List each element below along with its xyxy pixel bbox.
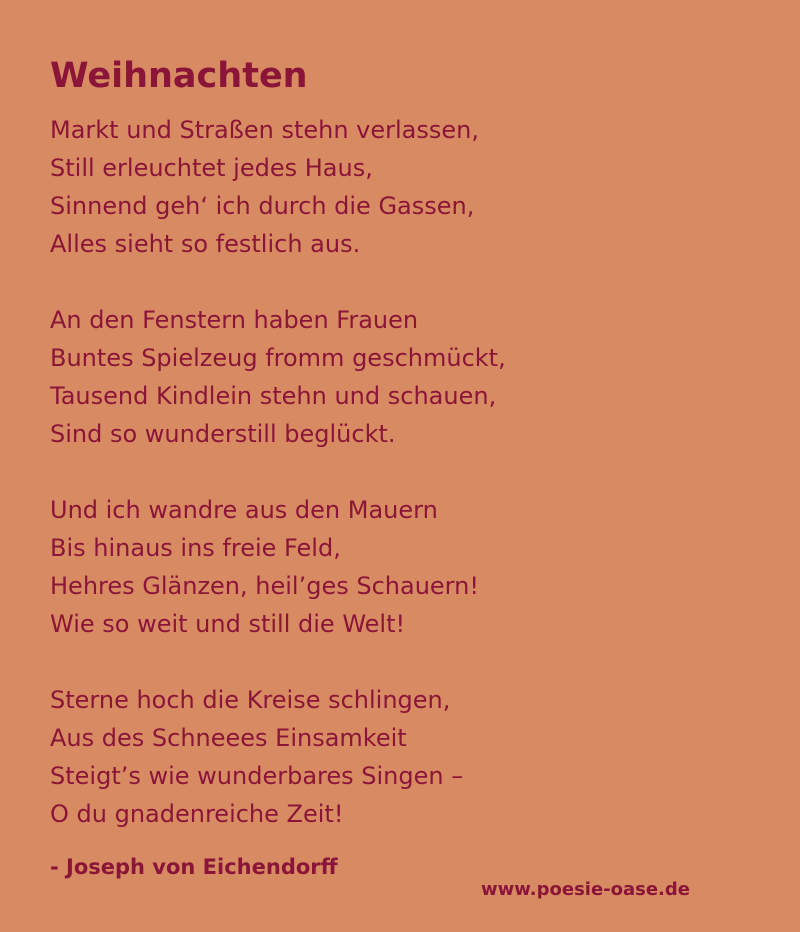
poem-line: Sinnend geh‘ ich durch die Gassen, xyxy=(50,192,475,220)
poem-line: Sind so wunderstill beglückt. xyxy=(50,420,396,448)
poem-author: - Joseph von Eichendorff xyxy=(50,855,338,879)
poem-line: Alles sieht so festlich aus. xyxy=(50,230,361,258)
poem-line: Markt und Straßen stehn verlassen, xyxy=(50,116,479,144)
poem-line: Hehres Glänzen, heil’ges Schauern! xyxy=(50,572,479,600)
website-url: www.poesie-oase.de xyxy=(481,879,690,900)
poem-line: Aus des Schneees Einsamkeit xyxy=(50,724,407,752)
stanza-4 xyxy=(50,681,506,833)
stanza-1 xyxy=(50,111,506,263)
poem-body xyxy=(50,111,506,833)
stanza-3 xyxy=(50,491,506,643)
poem-title: Weihnachten xyxy=(50,56,308,96)
poem-line: Sterne hoch die Kreise schlingen, xyxy=(50,686,451,714)
poem-line: Buntes Spielzeug fromm geschmückt, xyxy=(50,344,506,372)
poem-line: Steigt’s wie wunderbares Singen – xyxy=(50,762,464,790)
poem-line: O du gnadenreiche Zeit! xyxy=(50,800,344,828)
stanza-2 xyxy=(50,301,506,453)
poem-line: Bis hinaus ins freie Feld, xyxy=(50,534,341,562)
poem-line: Und ich wandre aus den Mauern xyxy=(50,496,438,524)
poem-line: Still erleuchtet jedes Haus, xyxy=(50,154,373,182)
poem-line: An den Fenstern haben Frauen xyxy=(50,306,419,334)
poem-line: Wie so weit und still die Welt! xyxy=(50,610,406,638)
poem-line: Tausend Kindlein stehn und schauen, xyxy=(50,382,497,410)
